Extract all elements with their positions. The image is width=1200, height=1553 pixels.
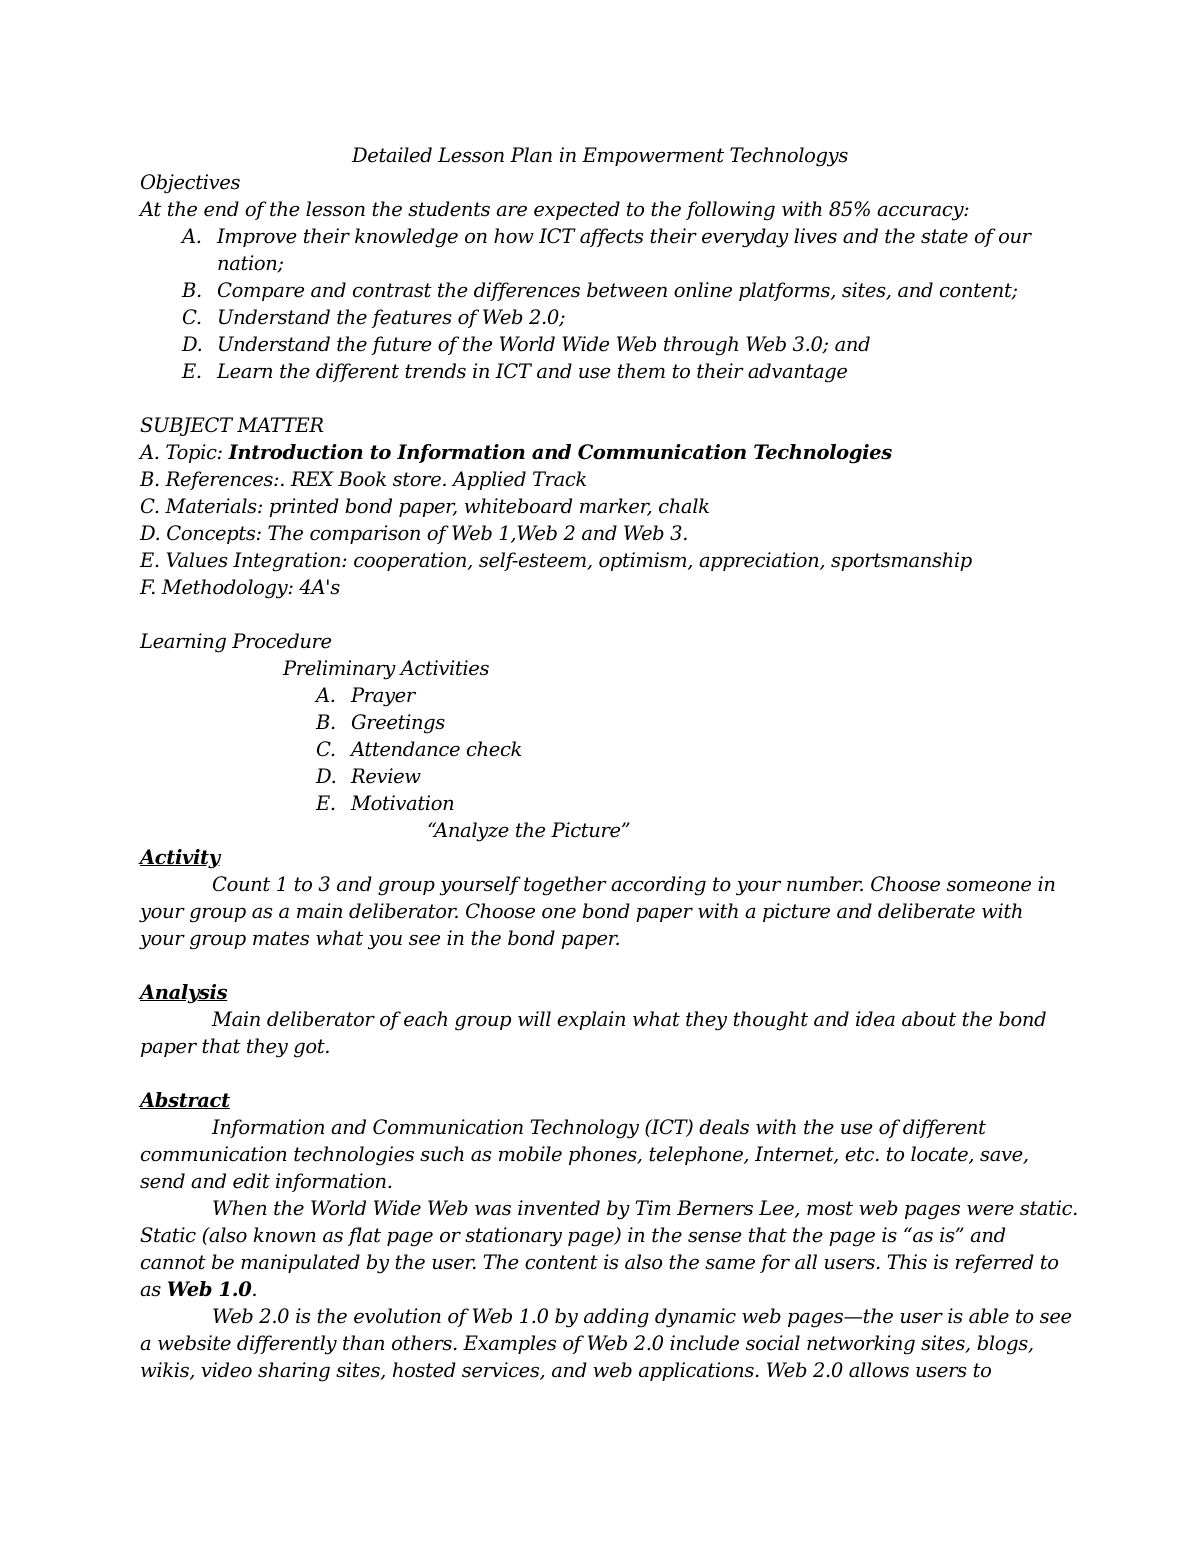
list-item (182, 358, 1060, 385)
preliminary-activities: Preliminary Activities (283, 657, 490, 680)
list-item (182, 331, 1060, 358)
abstract-heading: Abstract (140, 1089, 230, 1112)
list-text: Motivation (351, 792, 455, 815)
list-marker: D. (182, 333, 203, 356)
abstract-line: Information and Communication Technology (ICT) deals with the use of different (212, 1116, 986, 1139)
list-item (316, 736, 1060, 763)
list-text: Review (351, 765, 421, 788)
list-text: Improve their knowledge on how ICT affects their everyday lives and the state of our (217, 225, 1031, 248)
topic-value: Introduction to Information and Communication Technologies (228, 441, 892, 464)
abstract-line: When the World Wide Web was invented by Tim Berners Lee, most web pages were static. (212, 1197, 1079, 1220)
list-item (182, 223, 1060, 250)
list-text: Understand the features of Web 2.0; (217, 306, 566, 329)
list-item (316, 763, 1060, 790)
list-marker: D. (316, 765, 337, 788)
subject-methodology: F. Methodology: 4A's (140, 576, 340, 599)
analysis-line: paper that they got. (140, 1035, 331, 1058)
analysis-heading: Analysis (140, 981, 228, 1004)
list-marker: B. (316, 711, 336, 734)
list-text: Learn the different trends in ICT and use them to their advantage (217, 360, 848, 383)
abstract-line: communication technologies such as mobile phones, telephone, Internet, etc. to locate, save, (140, 1143, 1029, 1166)
list-text: Understand the future of the World Wide Web through Web 3.0; and (217, 333, 871, 356)
topic-label: A. Topic: (140, 441, 229, 464)
list-text: Greetings (351, 711, 445, 734)
list-text: Compare and contrast the differences between online platforms, sites, and content; (217, 279, 1018, 302)
document-body (140, 142, 1079, 1384)
subject-concepts: D. Concepts: The comparison of Web 1,Web 2 and Web 3. (140, 522, 689, 545)
subject-values: E. Values Integration: cooperation, self-esteem, optimism, appreciation, sportsmanship (140, 549, 972, 572)
list-marker: C. (316, 738, 336, 761)
abstract-line: as Web 1.0. (140, 1278, 258, 1301)
activity-heading: Activity (140, 846, 220, 869)
abstract-line: send and edit information. (140, 1170, 393, 1193)
subject-references: B. References:. REX Book store. Applied Track (140, 468, 587, 491)
activity-line: Count 1 to 3 and group yourself together according to your number. Choose someone in (212, 873, 1056, 896)
picture-caption: “Analyze the Picture” (427, 819, 631, 842)
analysis-line: Main deliberator of each group will explain what they thought and idea about the bond (212, 1008, 1047, 1031)
objectives-list (182, 223, 1060, 385)
abstract-line: Web 2.0 is the evolution of Web 1.0 by adding dynamic web pages—the user is able to see (212, 1305, 1072, 1328)
activity-line: your group mates what you see in the bond paper. (140, 927, 621, 950)
subject-topic (140, 439, 1060, 466)
subject-materials: C. Materials: printed bond paper, whiteboard marker, chalk (140, 495, 710, 518)
subject-matter-heading: SUBJECT MATTER (140, 414, 324, 437)
web-1-term: Web 1.0 (166, 1278, 252, 1301)
list-marker: E. (182, 360, 202, 383)
objectives-intro: At the end of the lesson the students are expected to the following with 85% accuracy: (140, 198, 970, 221)
list-text: Attendance check (351, 738, 522, 761)
list-marker: A. (316, 684, 336, 707)
list-item (316, 682, 1060, 709)
list-item (182, 277, 1060, 304)
abstract-line: Static (also known as flat page or stationary page) in the sense that the page is “as is” and (140, 1224, 1006, 1247)
abstract-line: cannot be manipulated by the user. The content is also the same for all users. This is referred to (140, 1251, 1059, 1274)
objectives-heading: Objectives (140, 171, 241, 194)
abstract-line: a website differently than others. Examples of Web 2.0 include social networking sites, blogs, (140, 1332, 1034, 1355)
document-title: Detailed Lesson Plan in Empowerment Technologys (351, 144, 849, 167)
list-marker: C. (182, 306, 202, 329)
learning-procedure-heading: Learning Procedure (140, 630, 332, 653)
activity-line: your group as a main deliberator. Choose one bond paper with a picture and deliberate with (140, 900, 1024, 923)
list-text: Prayer (351, 684, 415, 707)
list-marker: E. (316, 792, 336, 815)
list-marker: B. (182, 279, 202, 302)
list-item-continuation (182, 250, 1060, 277)
procedure-list (316, 682, 1060, 817)
list-marker: A. (182, 225, 202, 248)
list-text: nation; (217, 252, 284, 275)
list-item (316, 709, 1060, 736)
abstract-line: wikis, video sharing sites, hosted services, and web applications. Web 2.0 allows users to (140, 1359, 992, 1382)
list-item (182, 304, 1060, 331)
list-item (316, 790, 1060, 817)
